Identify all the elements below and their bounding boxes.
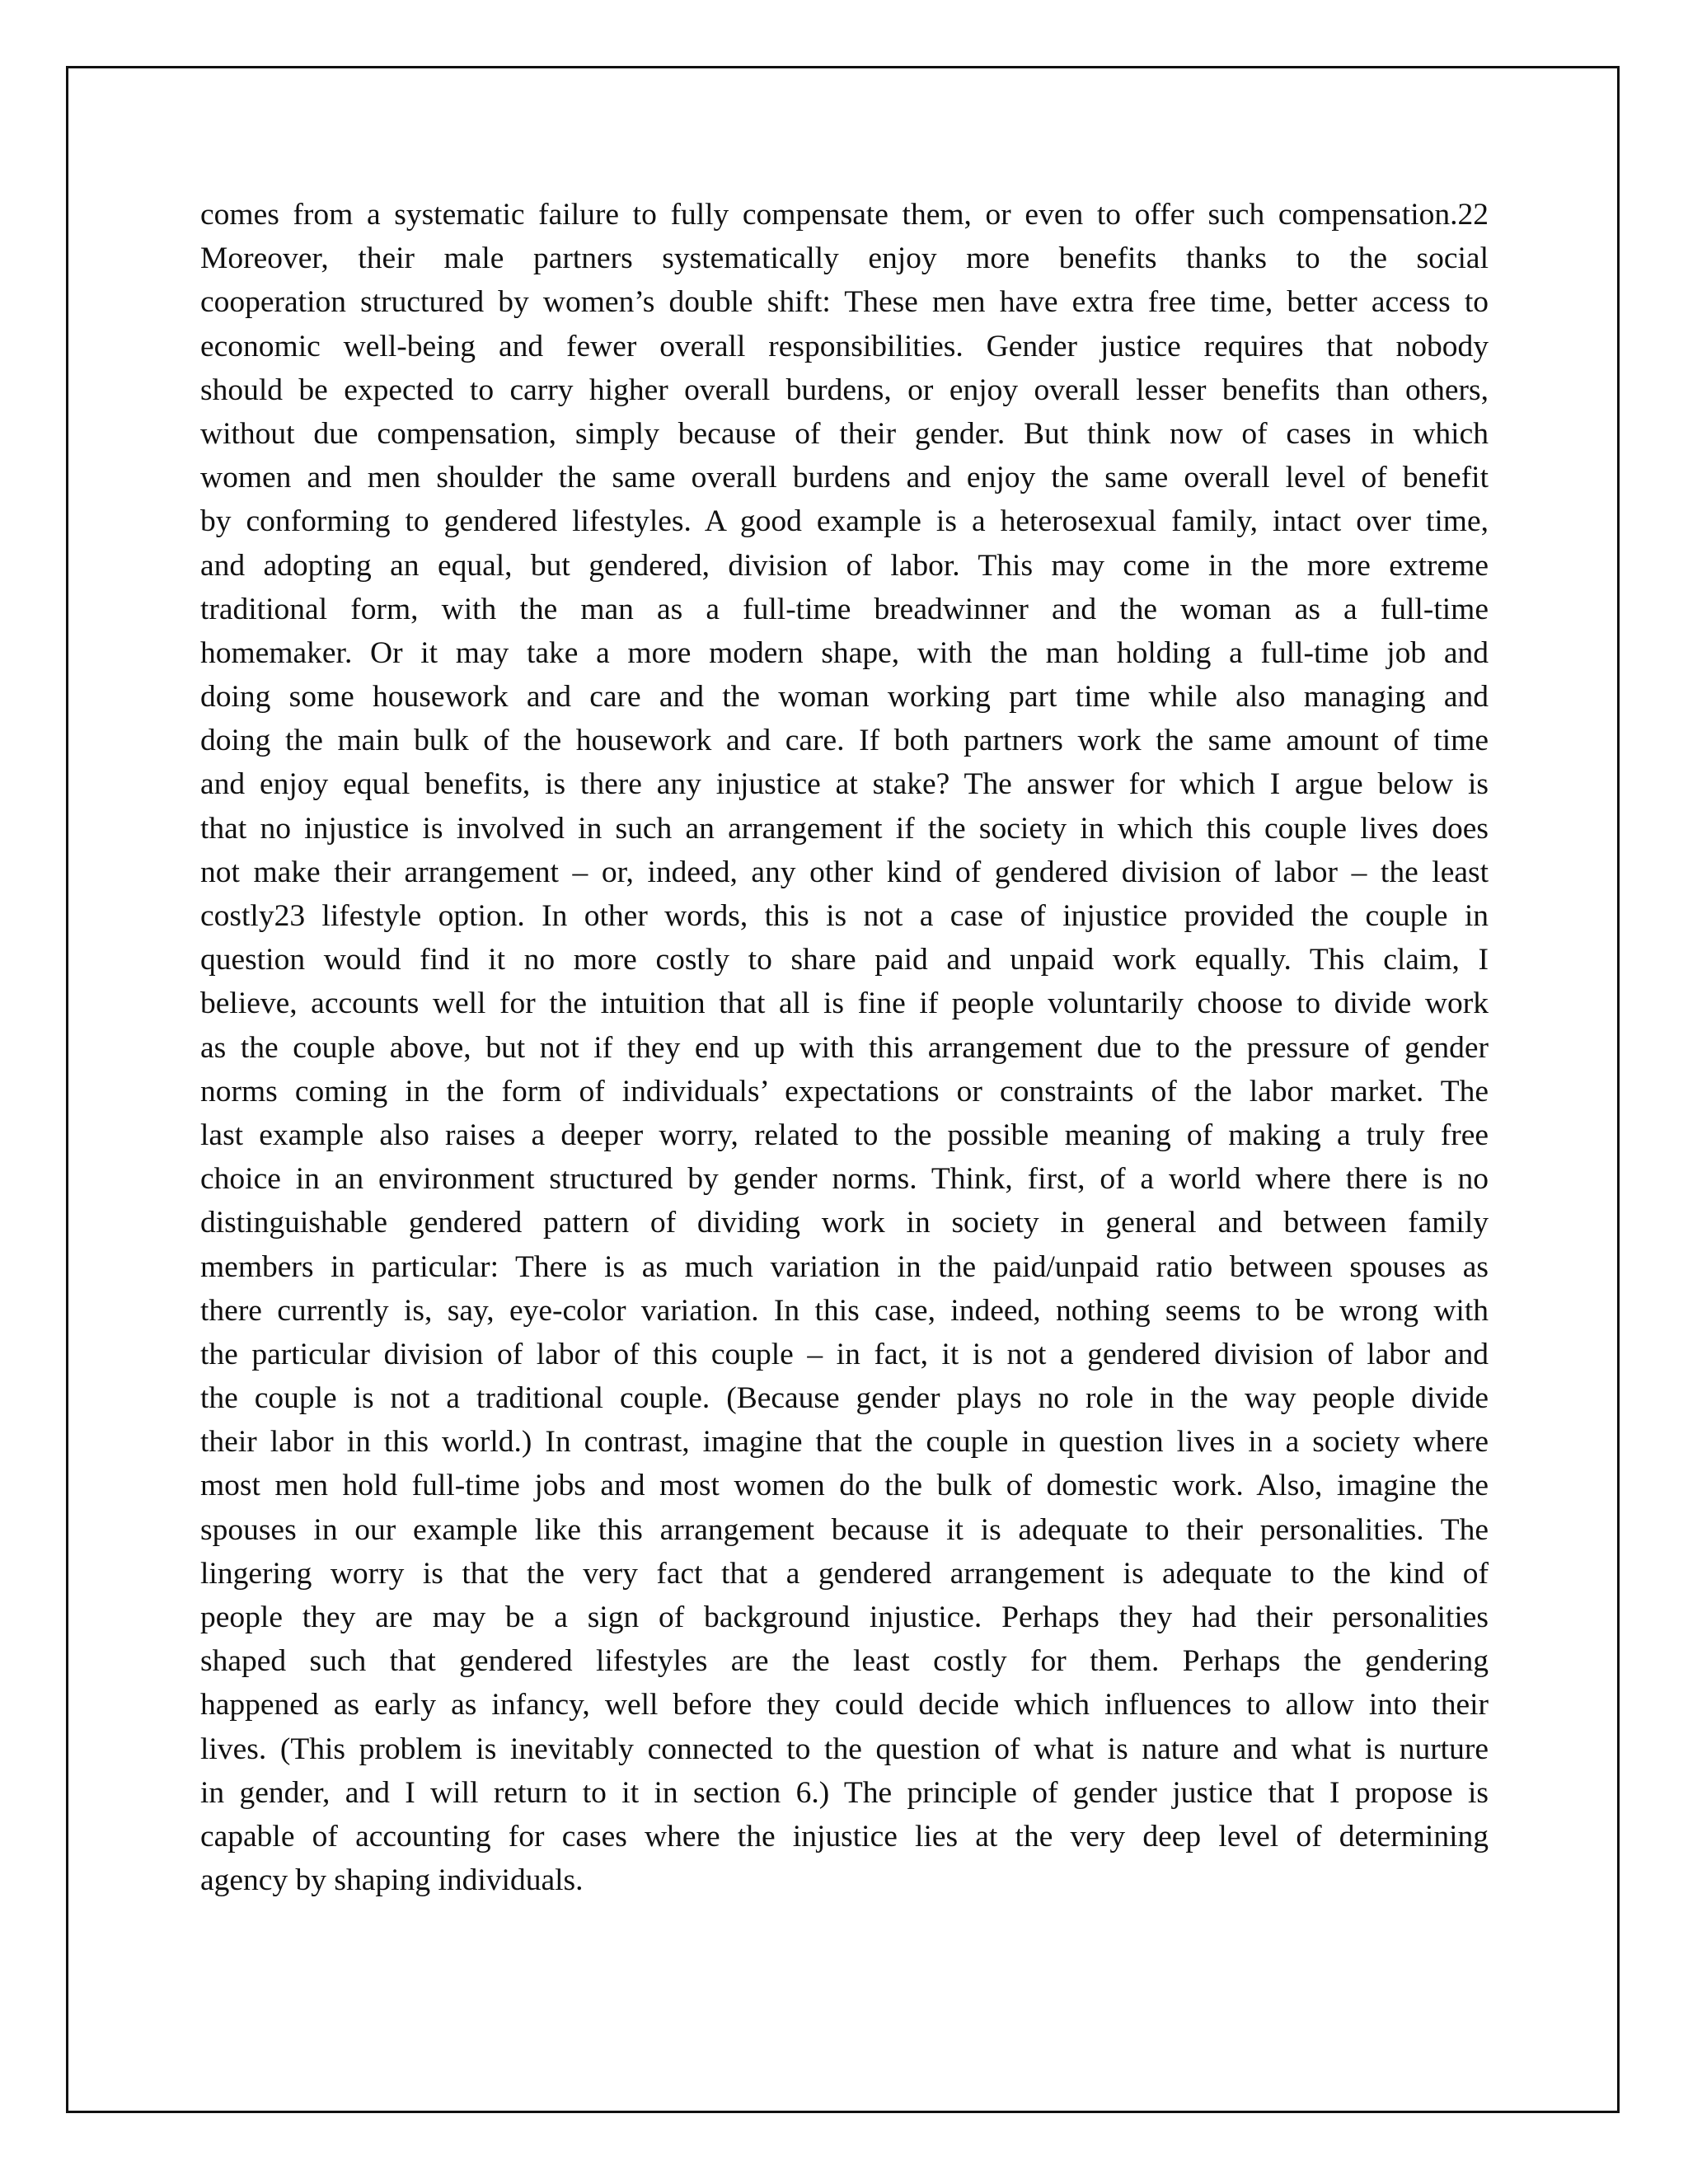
text-line: Moreover, their male partners systematically enjoy more benefits thanks to the social <box>200 241 1489 276</box>
text-line: believe, accounts well for the intuition that all is fine if people voluntarily choose to divide work <box>200 987 1489 1021</box>
text-line: spouses in our example like this arrangement because it is adequate to their personalities. The <box>200 1512 1489 1547</box>
text-line: question would find it no more costly to share paid and unpaid work equally. This claim, I <box>200 943 1489 977</box>
text-line: members in particular: There is as much variation in the paid/unpaid ratio between spouses as <box>200 1249 1489 1284</box>
text-line: last example also raises a deeper worry, related to the possible meaning of making a truly free <box>200 1118 1489 1152</box>
text-line: economic well-being and fewer overall responsibilities. Gender justice requires that nobody <box>200 329 1489 363</box>
text-line: choice in an environment structured by gender norms. Think, first, of a world where there is no <box>200 1162 1489 1197</box>
text-line: not make their arrangement – or, indeed, any other kind of gendered division of labor – the least <box>200 855 1489 889</box>
text-line: there currently is, say, eye-color variation. In this case, indeed, nothing seems to be wrong with <box>200 1293 1489 1328</box>
text-line: distinguishable gendered pattern of dividing work in society in general and between family <box>200 1206 1489 1240</box>
text-line: costly23 lifestyle option. In other words, this is not a case of injustice provided the couple in <box>200 899 1489 933</box>
text-line: doing some housework and care and the woman working part time while also managing and <box>200 680 1489 715</box>
text-line: the couple is not a traditional couple. (Because gender plays no role in the way people divide <box>200 1381 1489 1416</box>
text-line: by conforming to gendered lifestyles. A good example is a heterosexual family, intact over time, <box>200 504 1489 539</box>
text-line: and enjoy equal benefits, is there any injustice at stake? The answer for which I argue below is <box>200 767 1489 802</box>
text-line: the particular division of labor of this couple – in fact, it is not a gendered division of labor and <box>200 1337 1489 1371</box>
text-line: should be expected to carry higher overall burdens, or enjoy overall lesser benefits than others, <box>200 373 1489 407</box>
text-line: people they are may be a sign of background injustice. Perhaps they had their personalities <box>200 1601 1489 1634</box>
text-line: norms coming in the form of individuals’ expectations or constraints of the labor market. The <box>200 1074 1489 1108</box>
text-line: in gender, and I will return to it in section 6.) The principle of gender justice that I propose is <box>200 1775 1489 1810</box>
text-line: and adopting an equal, but gendered, division of labor. This may come in the more extreme <box>200 548 1489 583</box>
text-line: that no injustice is involved in such an arrangement if the society in which this couple lives does <box>200 811 1489 846</box>
text-line: women and men shoulder the same overall burdens and enjoy the same overall level of benefit <box>200 461 1489 495</box>
text-line: as the couple above, but not if they end up with this arrangement due to the pressure of gender <box>200 1030 1489 1065</box>
text-line: doing the main bulk of the housework and care. If both partners work the same amount of time <box>200 724 1489 758</box>
text-line: lingering worry is that the very fact that a gendered arrangement is adequate to the kind of <box>200 1556 1489 1591</box>
text-line: shaped such that gendered lifestyles are the least costly for them. Perhaps the gendering <box>200 1644 1489 1679</box>
text-line: capable of accounting for cases where the injustice lies at the very deep level of determining <box>200 1819 1489 1854</box>
text-line: cooperation structured by women’s double shift: These men have extra free time, better access to <box>200 285 1489 320</box>
text-line: traditional form, with the man as a full-time breadwinner and the woman as a full-time <box>200 592 1489 626</box>
text-line: without due compensation, simply because of their gender. But think now of cases in which <box>200 416 1489 451</box>
text-line: lives. (This problem is inevitably connected to the question of what is nature and what is nurture <box>200 1732 1489 1766</box>
text-line: happened as early as infancy, well before they could decide which influences to allow into their <box>200 1688 1489 1722</box>
text-line: homemaker. Or it may take a more modern shape, with the man holding a full-time job and <box>200 635 1489 670</box>
body-paragraph <box>200 193 1489 1902</box>
text-line: most men hold full-time jobs and most women do the bulk of domestic work. Also, imagine the <box>200 1469 1489 1503</box>
text-line: agency by shaping individuals. <box>200 1863 584 1898</box>
text-line: their labor in this world.) In contrast, imagine that the couple in question lives in a society where <box>200 1425 1489 1460</box>
text-line: comes from a systematic failure to fully compensate them, or even to offer such compensation.22 <box>200 198 1489 232</box>
